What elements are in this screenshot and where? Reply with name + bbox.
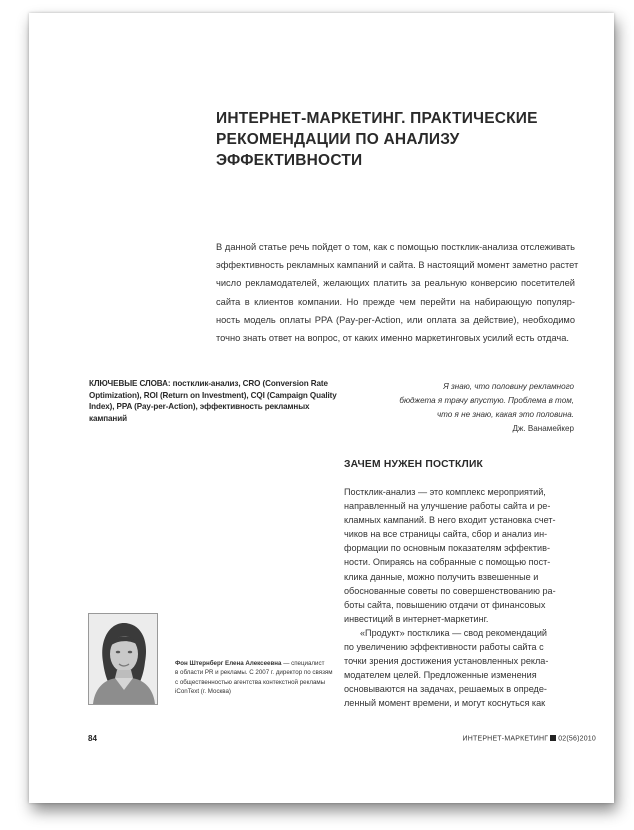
bio-line: с общественностью агентства контекстной рекламы <box>175 678 326 686</box>
lead-line: ность модель оплаты PPA (Pay-per-Action, или оплата за действие), необходимо <box>216 314 575 325</box>
quote-line: бюджета я трачу впустую. Проблема в том, <box>399 395 574 405</box>
body-line: инвестиций в интернет-маркетинг. <box>344 613 489 624</box>
title-line: ЭФФЕКТИВНОСТИ <box>216 152 363 169</box>
body-line: ленный момент времени, и могут коснуться как <box>344 698 546 709</box>
body-text <box>344 485 576 711</box>
body-line: Постклик-анализ — это комплекс мероприятий, <box>344 487 546 497</box>
title-line: РЕКОМЕНДАЦИИ ПО АНАЛИЗУ <box>216 131 460 148</box>
body-line: боты сайта, повышению отдачи от финансовых <box>344 599 546 610</box>
body-line: клика данные, можно получить взвешенные и <box>344 571 539 582</box>
body-line: формации по основным показателям эффектив- <box>344 543 550 554</box>
page-number: 84 <box>88 734 97 743</box>
keywords-line: Index), PPA (Pay-per-Action), эффективность рекламных <box>89 402 310 412</box>
bio-line-tail: — специалист <box>281 660 325 667</box>
running-footer <box>462 735 596 743</box>
bio-line: в области PR и рекламы. С 2007 г. директор по связям <box>175 669 333 677</box>
body-line: основываются на задачах, решаемых в опреде- <box>344 684 547 695</box>
section-heading: ЗАЧЕМ НУЖЕН ПОСТКЛИК <box>344 459 484 470</box>
quote-line: что я не знаю, какая это половина. <box>436 409 574 419</box>
author-bio <box>175 659 335 696</box>
keywords-line: кампаний <box>89 413 127 423</box>
title-line: ИНТЕРНЕТ-МАРКЕТИНГ. ПРАКТИЧЕСКИЕ <box>216 110 538 127</box>
body-line: ности. Опираясь на собранные с помощью пост- <box>344 557 551 568</box>
epigraph <box>354 380 574 436</box>
lead-line: сайта в клиентов компании. Но прежде чем перейти на набирающую популяр- <box>216 296 575 307</box>
bio-line: iConText (г. Москва) <box>175 687 231 695</box>
body-line: кламных кампаний. В него входит установка счет- <box>344 515 556 526</box>
issue-number: 02(56)2010 <box>558 735 596 743</box>
article-title <box>216 108 546 171</box>
lead-line: число рекламодателей, желающих платить за реальную конверсию посетителей <box>216 278 575 289</box>
author-portrait-icon <box>89 614 157 704</box>
body-line: «Продукт» постклика — свод рекомендаций <box>360 627 548 638</box>
body-line: по увеличению эффективности работы сайта с <box>344 642 544 653</box>
square-bullet-icon <box>550 735 556 741</box>
quote-line: Я знаю, что половину рекламного <box>443 382 574 391</box>
lead-line: точно знать ответ на вопрос, от каких именно маркетинговых усилий есть отдача. <box>216 333 570 344</box>
body-line: обоснованные советы по совершенствованию ра- <box>344 585 556 596</box>
body-line: направленный на улучшение работы сайта и ре- <box>344 501 551 512</box>
body-line: чиков на все страницы сайта, сбор и анализ ин- <box>344 529 548 540</box>
bio-line <box>175 659 335 668</box>
keywords-block <box>89 378 337 424</box>
lead-line: эффективность рекламных кампаний и сайта. В настоящий момент заметно растет <box>216 260 579 271</box>
journal-name: ИНТЕРНЕТ-МАРКЕТИНГ <box>462 735 549 743</box>
article-lead <box>216 238 579 347</box>
author-name: Фон Штернберг Елена Алексеевна <box>175 660 282 667</box>
body-line: модателем целей. Предложенные изменения <box>344 670 537 681</box>
lead-line: В данной статье речь пойдет о том, как с помощью постклик-анализа отслеживать <box>216 242 575 252</box>
author-photo <box>88 613 158 705</box>
keywords-line: КЛЮЧЕВЫЕ СЛОВА: постклик-анализ, CRO (Conversion Rate <box>89 379 328 388</box>
body-line: точки зрения достижения установленных рекла- <box>344 656 549 667</box>
keywords-line: Optimization), ROI (Return on Investment), CQI (Campaign Quality <box>89 390 337 400</box>
quote-author: Дж. Ванамейкер <box>512 423 574 433</box>
